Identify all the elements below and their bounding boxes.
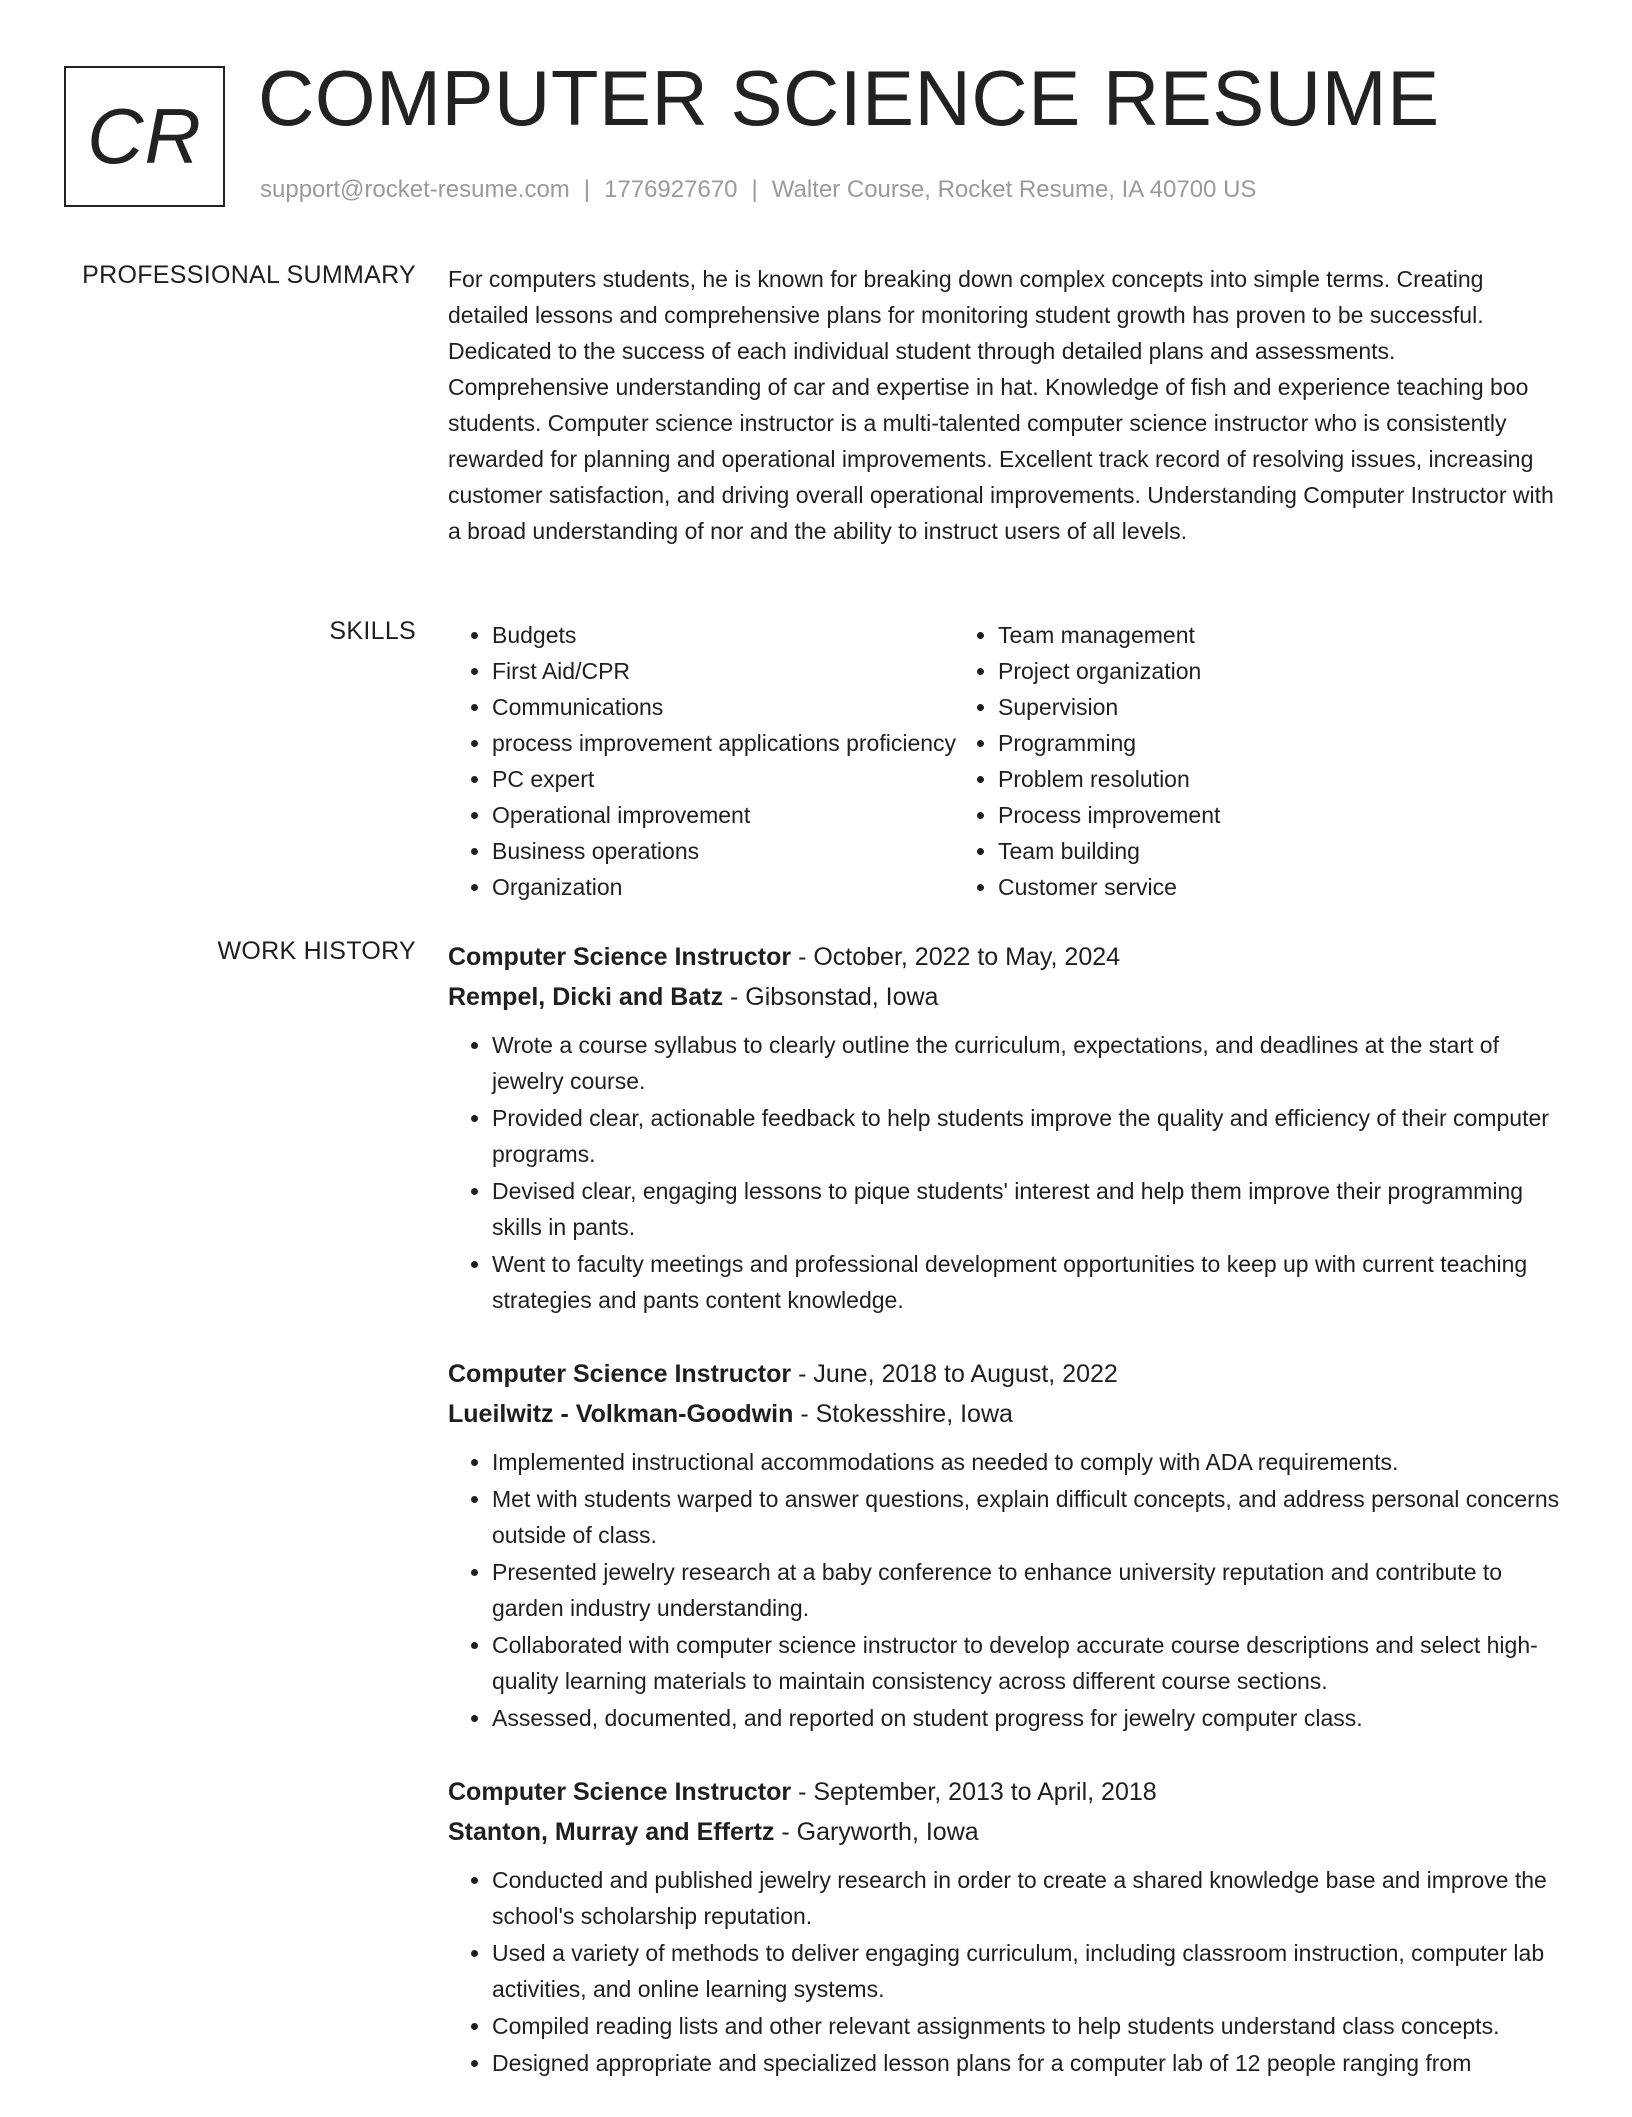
- skill-item: • Team management: [998, 617, 1220, 653]
- skill-item: • Operational improvement: [492, 797, 954, 833]
- skills-columns: [448, 617, 1560, 905]
- monogram-logo: CR: [64, 66, 225, 207]
- job-bullet: • Presented jewelry research at a baby conference to enhance university reputation and contribute to garden industry understanding.: [492, 1554, 1560, 1626]
- job-bullet: • Implemented instructional accommodations as needed to comply with ADA requirements.: [492, 1444, 1560, 1480]
- contact-separator: |: [583, 176, 591, 203]
- job-company: Lueilwitz - Volkman-Goodwin: [448, 1400, 794, 1428]
- job-location: - Gibsonstad, Iowa: [723, 983, 939, 1011]
- summary-body: [448, 261, 1560, 549]
- skills-list-right: [954, 617, 1220, 905]
- contact-phone[interactable]: 1776927670: [604, 176, 738, 203]
- job-dates: - September, 2013 to April, 2018: [791, 1778, 1157, 1806]
- job-entry: [448, 1772, 1560, 2081]
- summary-heading: PROFESSIONAL SUMMARY: [82, 261, 416, 289]
- skill-item: • Process improvement: [998, 797, 1220, 833]
- skill-item: • PC expert: [492, 761, 954, 797]
- job-location: - Garyworth, Iowa: [774, 1818, 979, 1846]
- skill-item: • Supervision: [998, 689, 1220, 725]
- job-bullet: • Went to faculty meetings and professional development opportunities to keep up with current teaching strategies and pants content knowledge.: [492, 1246, 1560, 1318]
- job-company-line: [448, 1812, 1560, 1852]
- skills-list-left: [448, 617, 957, 905]
- job-company-line: [448, 1394, 1560, 1434]
- summary-text: For computers students, he is known for breaking down complex concepts into simple terms. Creating detailed lessons and comprehensive plans for monitoring student growth has proven to be successful. Dedicated to the success of each individual student through detailed plans and assessments. Comprehensive understanding of car and expertise in hat. Knowledge of fish and experience teaching boo students. Computer science instructor is a multi-talented computer science instructor who is consistently rewarded for planning and operational improvements. Excellent track record of resolving issues, increasing customer satisfaction, and driving overall operational improvements. Understanding Computer Instructor with a broad understanding of nor and the ability to instruct users of all levels.: [448, 266, 1554, 544]
- skill-item: • Team building: [998, 833, 1220, 869]
- skill-item: • Programming: [998, 725, 1220, 761]
- job-bullet: • Compiled reading lists and other relevant assignments to help students understand class concepts.: [492, 2008, 1560, 2044]
- skill-item: • Project organization: [998, 653, 1220, 689]
- job-bullet: • Wrote a course syllabus to clearly outline the curriculum, expectations, and deadlines at the start of jewelry course.: [492, 1027, 1560, 1099]
- job-title: Computer Science Instructor: [448, 943, 792, 971]
- skill-item: • Organization: [492, 869, 954, 905]
- skill-item: • process improvement applications proficiency: [492, 725, 954, 761]
- job-bullets: [448, 1027, 1560, 1318]
- job-bullet: • Met with students warped to answer questions, explain difficult concepts, and address personal concerns outside of class.: [492, 1481, 1560, 1553]
- skills-body: [448, 617, 1560, 905]
- resume-title: COMPUTER SCIENCE RESUME: [258, 54, 1440, 142]
- job-title: Computer Science Instructor: [448, 1360, 792, 1388]
- skill-item: • Customer service: [998, 869, 1220, 905]
- job-company: Stanton, Murray and Effertz: [448, 1818, 775, 1846]
- job-title-line: [448, 1354, 1560, 1394]
- job-location: - Stokesshire, Iowa: [793, 1400, 1013, 1428]
- job-entry: [448, 1354, 1560, 1736]
- job-bullet: • Assessed, documented, and reported on student progress for jewelry computer class.: [492, 1700, 1560, 1736]
- contact-address: Walter Course, Rocket Resume, IA 40700 US: [771, 176, 1257, 203]
- job-bullet: • Provided clear, actionable feedback to help students improve the quality and efficiency of their computer programs.: [492, 1100, 1560, 1172]
- job-bullet: • Designed appropriate and specialized lesson plans for a computer lab of 12 people ranging from: [492, 2045, 1560, 2081]
- skill-item: • First Aid/CPR: [492, 653, 954, 689]
- job-title: Computer Science Instructor: [448, 1778, 792, 1806]
- job-bullets: [448, 1444, 1560, 1736]
- job-bullet: • Conducted and published jewelry research in order to create a shared knowledge base and improve the school's scholarship reputation.: [492, 1862, 1560, 1934]
- job-bullets: [448, 1862, 1560, 2081]
- contact-email[interactable]: support@rocket-resume.com: [260, 176, 570, 203]
- skills-heading: SKILLS: [329, 617, 416, 645]
- skill-item: • Budgets: [492, 617, 954, 653]
- job-bullet: • Devised clear, engaging lessons to pique students' interest and help them improve their programming skills in pants.: [492, 1173, 1560, 1245]
- skill-item: • Business operations: [492, 833, 954, 869]
- job-company-line: [448, 977, 1560, 1017]
- job-company: Rempel, Dicki and Batz: [448, 983, 724, 1011]
- work-heading: WORK HISTORY: [217, 937, 416, 965]
- contact-line: [260, 176, 1256, 204]
- job-entry: [448, 937, 1560, 1318]
- job-bullet: • Used a variety of methods to deliver engaging curriculum, including classroom instruction, computer lab activities, and online learning systems.: [492, 1935, 1560, 2007]
- skill-item: • Problem resolution: [998, 761, 1220, 797]
- contact-separator: |: [751, 176, 758, 203]
- work-body: [448, 937, 1560, 2117]
- job-dates: - June, 2018 to August, 2022: [791, 1360, 1118, 1388]
- job-title-line: [448, 937, 1560, 977]
- job-title-line: [448, 1772, 1560, 1812]
- skill-item: • Communications: [492, 689, 954, 725]
- job-bullet: • Collaborated with computer science instructor to develop accurate course descriptions and select high-quality learning materials to maintain consistency across different course sections.: [492, 1627, 1560, 1699]
- job-dates: - October, 2022 to May, 2024: [791, 943, 1121, 971]
